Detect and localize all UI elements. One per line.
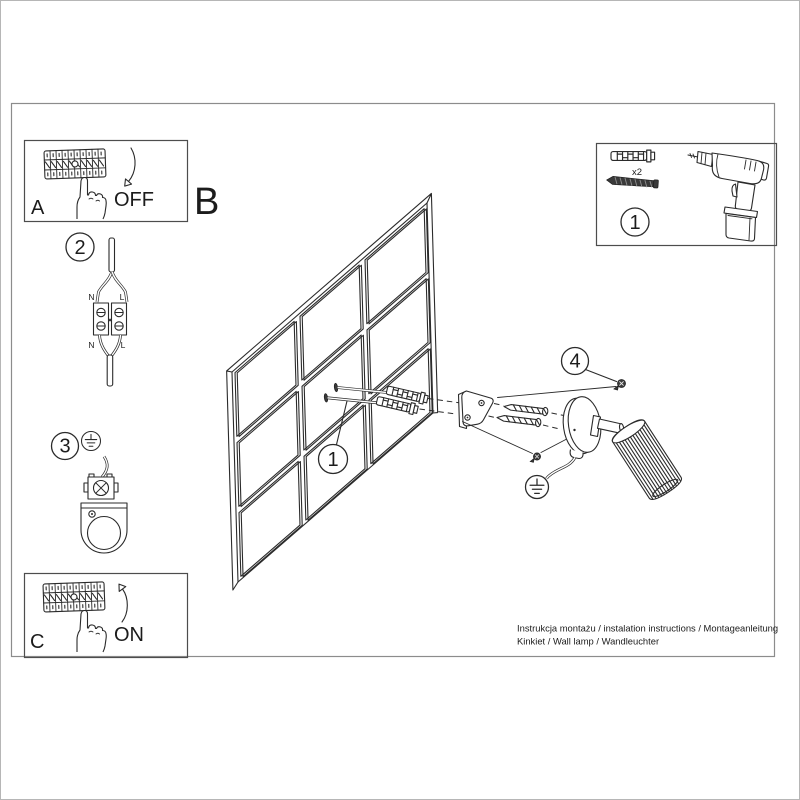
ground-symbol-icon [82, 432, 101, 451]
off-label: OFF [114, 189, 154, 211]
bracket-screw-icon [497, 413, 542, 427]
ground-symbol-icon [526, 476, 549, 499]
label-live-bottom: L [120, 340, 126, 350]
section-b-label: B [194, 181, 220, 223]
mounting-plate [81, 503, 127, 553]
on-arrow-icon [119, 584, 127, 622]
panel-c-label: C [30, 631, 45, 653]
cover-screw-icon [530, 453, 540, 462]
step-badge-wiring [66, 233, 94, 261]
pointing-hand-icon [77, 611, 106, 653]
badge-number: 3 [59, 435, 71, 458]
step-badge-fixing-screws [562, 348, 589, 375]
badge-number: 1 [327, 449, 339, 471]
drill-icon [688, 152, 769, 242]
leader-line [586, 370, 617, 382]
badge-number: 1 [629, 212, 641, 234]
wall-plug-icon [611, 150, 655, 162]
footer-line1: Instrukcja montażu / instalation instructions / Montageanleitung [517, 622, 779, 634]
badge-number: 2 [74, 237, 86, 259]
breaker-panel-icon [44, 149, 106, 179]
ground-terminal [84, 474, 118, 499]
wire-connector-diagram [88, 238, 127, 386]
mounting-bracket [459, 391, 494, 429]
screw-guide-line [463, 422, 572, 454]
badge-number: 4 [569, 350, 581, 373]
breaker-panel-icon [43, 582, 105, 612]
step-badge-wall-mount [319, 445, 348, 474]
plug-qty-label: x2 [631, 167, 643, 178]
footer-line2: Kinkiet / Wall lamp / Wandleuchter [517, 635, 660, 647]
label-neutral-top: N [88, 292, 95, 302]
off-arrow-icon [125, 148, 135, 186]
on-label: ON [114, 624, 144, 646]
bracket-screw-icon [504, 402, 549, 416]
cable-top [109, 238, 115, 272]
screw-guide-line [498, 387, 617, 398]
label-neutral-bottom: N [88, 340, 95, 350]
cable-bottom [107, 355, 113, 386]
label-live-top: L [119, 292, 125, 302]
alignment-dashes [420, 399, 574, 430]
pointing-hand-icon [77, 178, 106, 220]
step-badge-tools [621, 208, 649, 236]
step-badge-grounding [52, 433, 79, 460]
panel-a-label: A [31, 197, 45, 219]
